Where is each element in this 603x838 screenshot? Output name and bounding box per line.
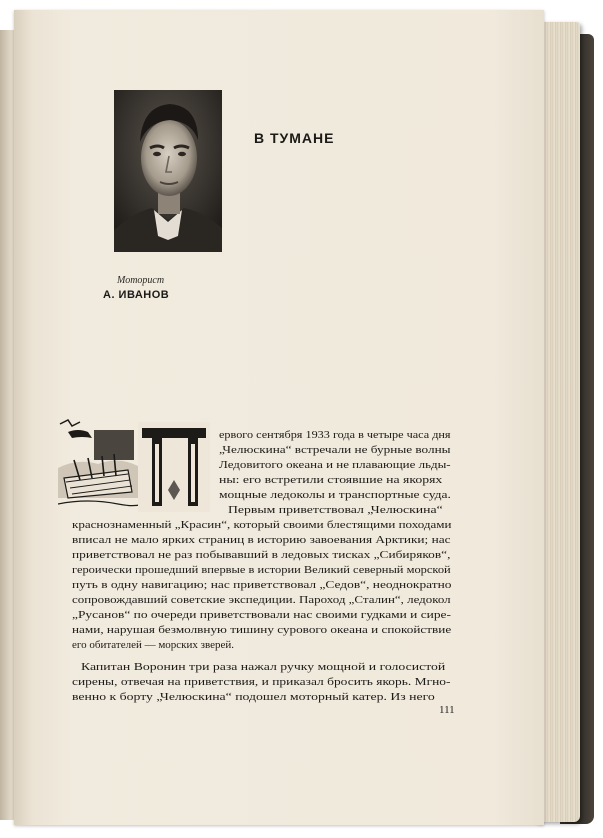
text-line: сирены, отвечая на приветствия, и приказал бросить якорь. Мгно- <box>72 676 451 688</box>
text-line: его обитателей — морских зверей. <box>72 639 235 651</box>
text-line: мощные ледоколы и транспортные суда. <box>219 489 451 501</box>
text-line: Первым приветствовал „Челюскина“ <box>228 504 443 516</box>
portrait-photo <box>114 90 222 252</box>
text-line: ервого сентября 1933 года в четыре часа дня <box>219 429 451 441</box>
chapter-title: В ТУМАНЕ <box>254 130 335 146</box>
text-line: Капитан Воронин три раза нажал ручку мощной и голосистой <box>81 661 446 673</box>
text-line: ны: его встретили стоявшие на якорях <box>219 474 443 486</box>
text-line: „Челюскина“ встречали не бурные волны <box>219 444 451 456</box>
text-line: венно к борту „Челюскина“ подошел моторный катер. Из него <box>72 691 435 703</box>
caption-name: А. ИВАНОВ <box>103 289 170 301</box>
text-line: путь в одну навигацию; нас приветствовал „Седов“, неоднократно <box>72 579 452 591</box>
text-line: Ледовитого океана и не плавающие льды- <box>219 459 451 471</box>
page-number: 111 <box>439 704 455 716</box>
text-line: „Русанов“ по очереди приветствовали нас своими гудками и сире- <box>72 609 451 621</box>
text-line: краснознаменный „Красин“, который своими блестящими походами <box>72 519 452 531</box>
text-line: вписал не мало ярких страниц в историю завоевания Арктики; нас <box>72 534 451 546</box>
portrait-illustration <box>114 90 222 252</box>
text-line: приветствовал не раз побывавший в ледовых тисках „Сибиряков“, <box>72 549 451 561</box>
text-line: нами, нарушая безмолвную тишину сурового океана и спокойствие <box>72 624 452 636</box>
text-line: сопровождавший советские экспедиции. Пароход „Сталин“, ледокол <box>72 594 451 606</box>
caption-role: Моторист <box>117 275 165 286</box>
text-line: героически прошедший впервые в истории Великий северный морской <box>72 564 451 576</box>
drop-cap-illustration <box>58 418 218 518</box>
book-page <box>14 10 544 825</box>
